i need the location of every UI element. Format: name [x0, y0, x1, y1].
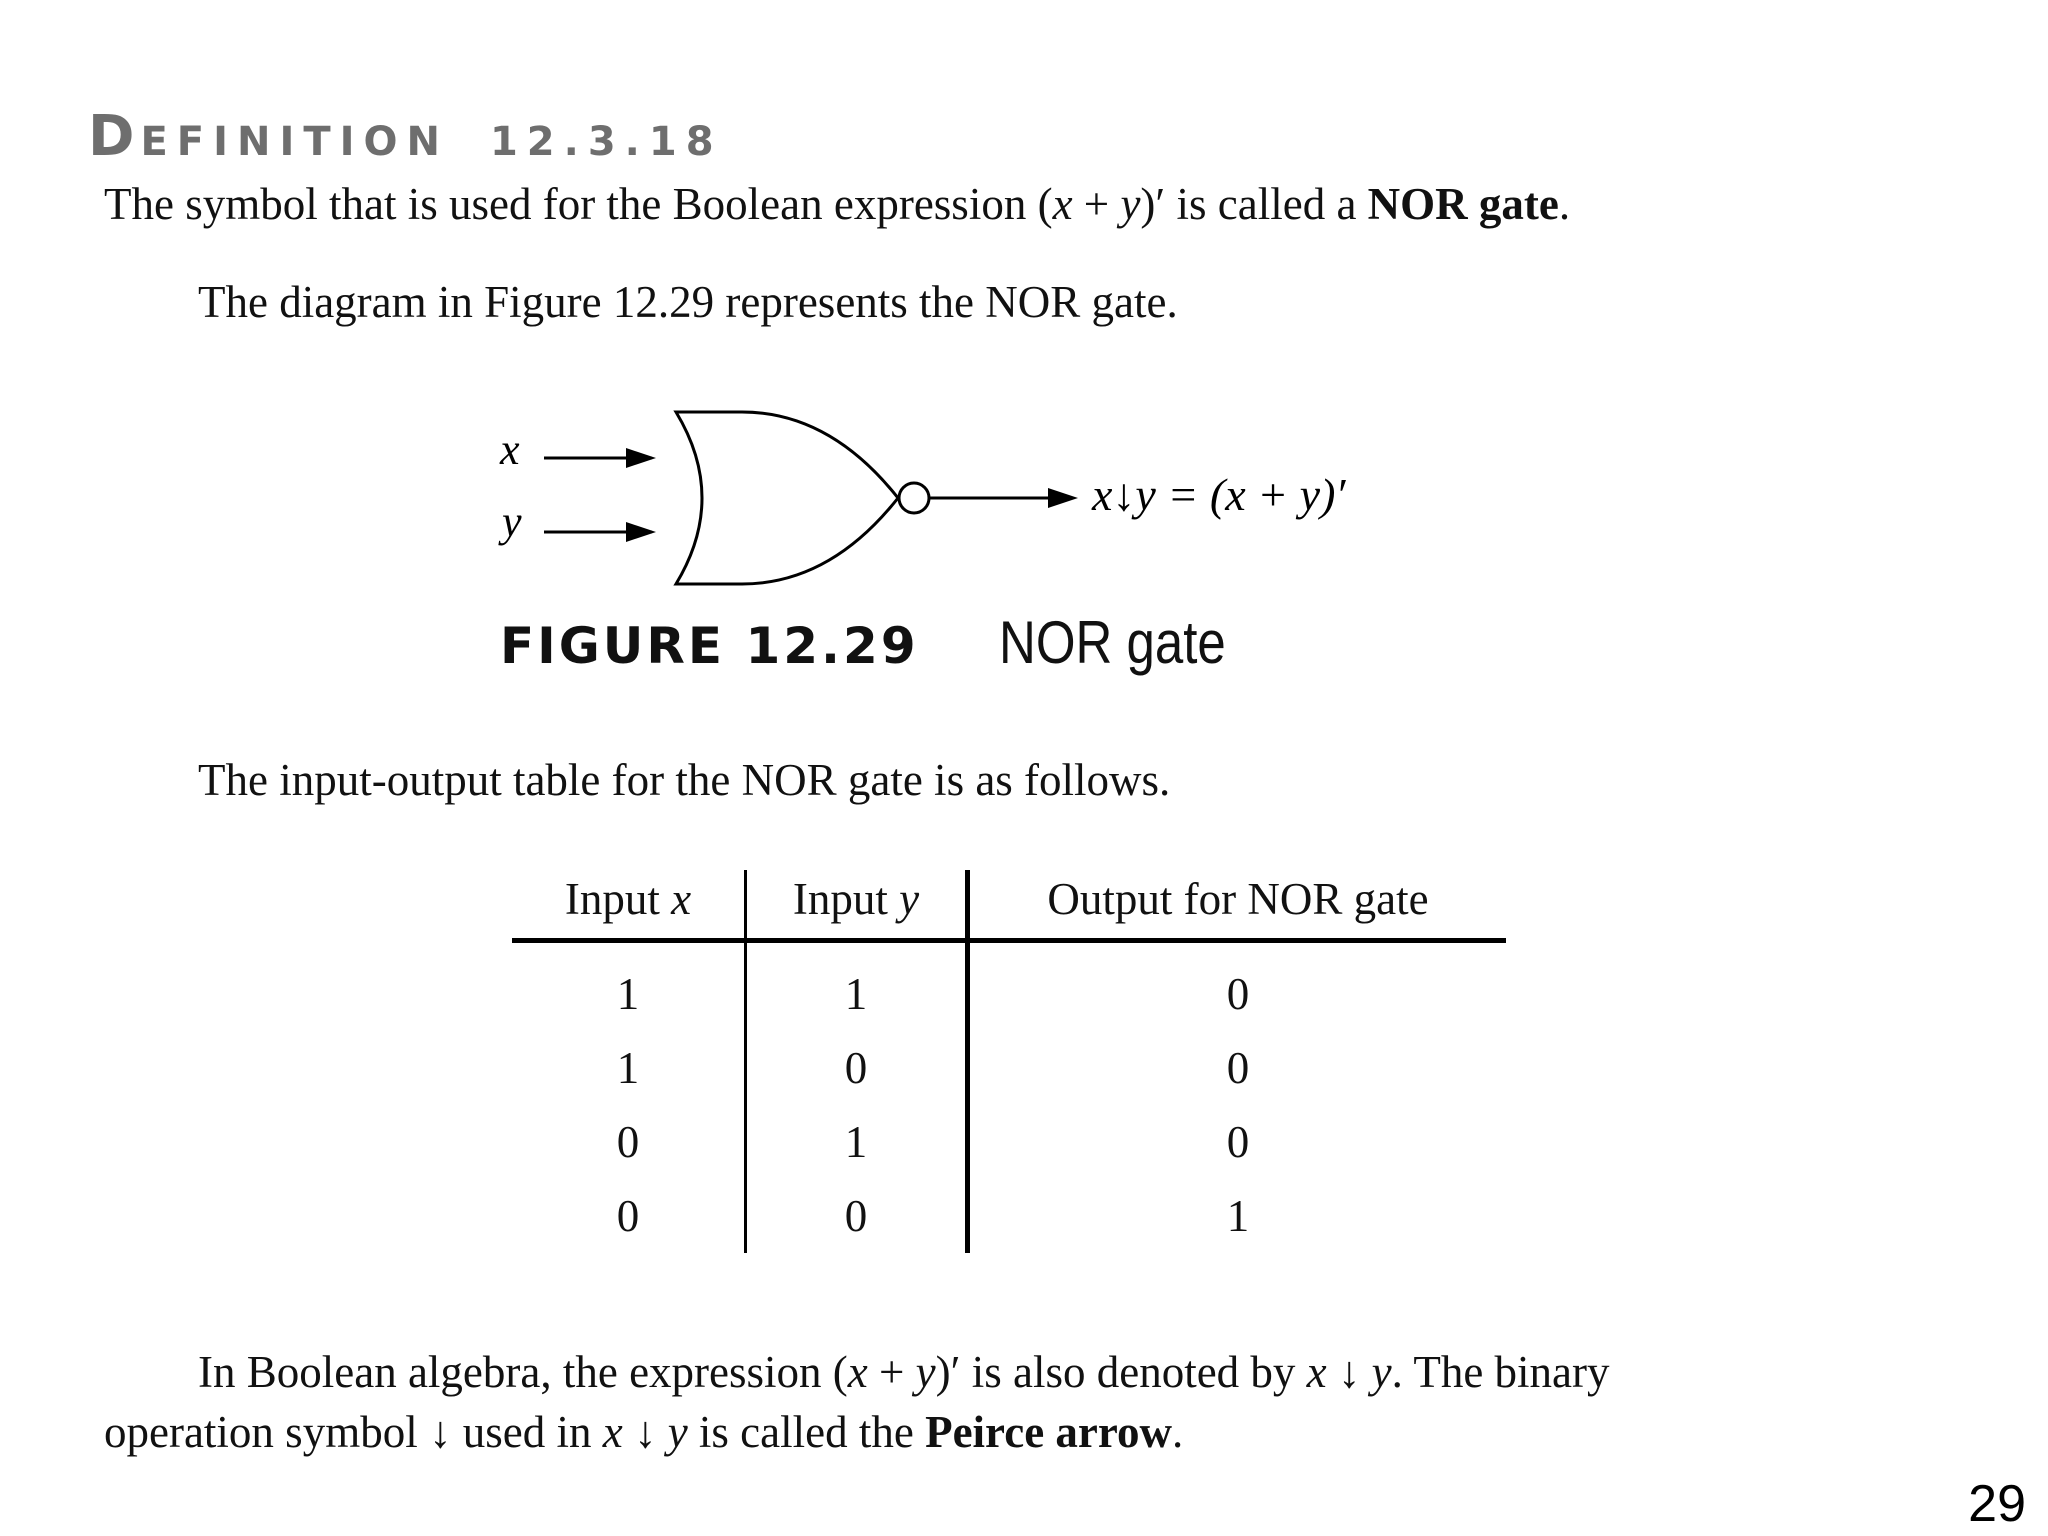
nor-gate-diagram [480, 398, 1480, 598]
var-y: y [667, 1407, 688, 1457]
header-output [968, 870, 1507, 941]
cell-input-y: 0 [746, 1179, 968, 1253]
page-number: 29 [1968, 1475, 2026, 1533]
peirce-arrow-symbol: ↓ [622, 1407, 668, 1457]
figure-caption [500, 608, 1265, 677]
definition-paragraph [104, 176, 1570, 232]
or-gate-body [676, 412, 898, 584]
cell-output: 0 [1226, 1117, 1250, 1167]
header-var: y [899, 874, 920, 924]
header-text: Input [564, 874, 672, 924]
peirce-arrow-symbol: ↓ [1326, 1347, 1372, 1397]
cell-output: 1 [1226, 1191, 1250, 1241]
header-text: Input [792, 874, 900, 924]
text-segment: )′ is also denoted by [935, 1347, 1307, 1397]
cell-input-y: 1 [746, 941, 968, 1032]
figure-intro-paragraph: The diagram in Figure 12.29 represents the NOR gate. [198, 277, 1178, 327]
text-segment: . [1172, 1407, 1184, 1457]
figure-title: NOR gate [998, 609, 1226, 676]
text-segment: . [1558, 179, 1571, 229]
definition-number: 12.3.18 [489, 119, 723, 165]
text-segment: The symbol that is used for the Boolean expression ( [104, 179, 1053, 229]
var-x: x [602, 1407, 623, 1457]
peirce-paragraph-line1 [198, 1344, 1610, 1400]
table-intro-paragraph: The input-output table for the NOR gate is as follows. [198, 755, 1171, 805]
var-y: y [1120, 179, 1141, 229]
figure-label: FIGURE 12.29 [500, 617, 919, 675]
table-row [512, 941, 1506, 1032]
cell-input-x: 1 [512, 1031, 746, 1105]
table-row [512, 1105, 1506, 1179]
text-segment: + [867, 1347, 916, 1397]
var-x: x [1052, 179, 1073, 229]
inversion-bubble [899, 483, 929, 513]
cell-input-x: 1 [512, 941, 746, 1032]
table-row [512, 1031, 1506, 1105]
input-x-label: x [500, 425, 520, 474]
term-peirce-arrow: Peirce arrow [925, 1407, 1173, 1457]
text-segment: + [1072, 179, 1121, 229]
text-segment: In Boolean algebra, the expression ( [198, 1347, 848, 1397]
table-header-row [512, 870, 1506, 941]
input-y-label: y [502, 497, 522, 546]
definition-word: EFINITION [140, 119, 450, 165]
peirce-paragraph-line2 [104, 1404, 1183, 1460]
output-expression: x↓y = (x + y)′ [1092, 469, 1346, 520]
cell-output: 0 [1226, 969, 1250, 1019]
table-row [512, 1179, 1506, 1253]
header-var: x [671, 874, 692, 924]
header-text: Output for NOR gate [1047, 874, 1429, 924]
header-input-x [512, 870, 746, 941]
var-x: x [1306, 1347, 1327, 1397]
text-segment: is called the [687, 1407, 926, 1457]
text-segment: . The binary [1391, 1347, 1610, 1397]
cell-input-x: 0 [512, 1179, 746, 1253]
text-segment: operation symbol ↓ used in [104, 1407, 603, 1457]
var-x: x [847, 1347, 868, 1397]
term-nor-gate: NOR gate [1367, 179, 1559, 229]
cell-input-x: 0 [512, 1105, 746, 1179]
definition-heading [88, 104, 723, 169]
header-input-y [746, 870, 968, 941]
text-segment: )′ is called a [1140, 179, 1368, 229]
input-y-arrowhead [626, 522, 656, 542]
truth-table [512, 870, 1506, 1253]
output-arrowhead [1048, 488, 1078, 508]
cell-input-y: 1 [746, 1105, 968, 1179]
cell-output: 0 [1226, 1043, 1250, 1093]
cell-input-y: 0 [746, 1031, 968, 1105]
var-y: y [1371, 1347, 1392, 1397]
input-x-arrowhead [626, 448, 656, 468]
var-y: y [915, 1347, 936, 1397]
definition-initial: D [88, 104, 141, 169]
